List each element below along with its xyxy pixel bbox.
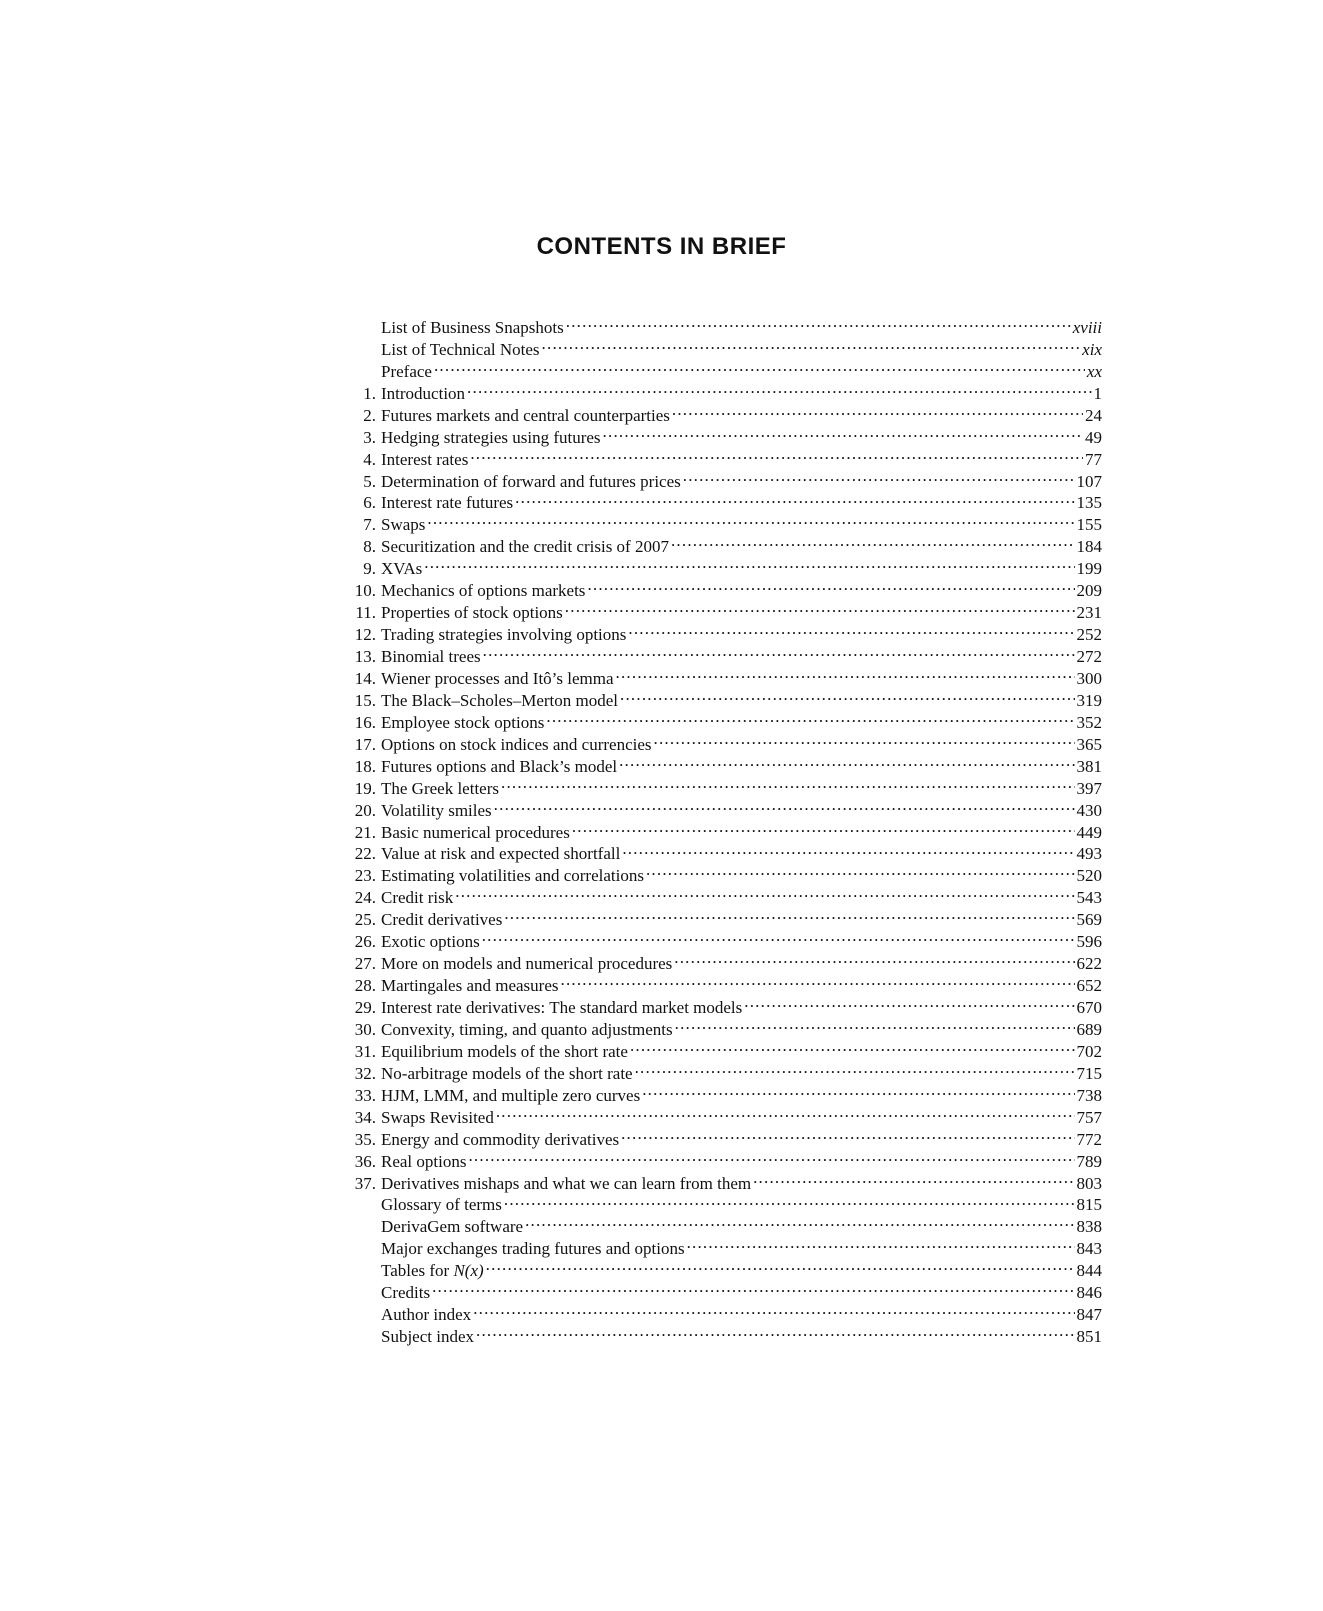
toc-entry-page: 49: [1085, 427, 1102, 447]
toc-entry-number: 18.: [354, 756, 376, 776]
toc-entry-title: Trading strategies involving options: [381, 625, 627, 645]
toc-entry-page: 715: [1076, 1063, 1102, 1083]
toc-entry-page: 520: [1076, 866, 1102, 886]
toc-entry-number: 29.: [354, 998, 376, 1017]
toc-entry[interactable]: [340, 881, 1102, 908]
toc-entry-title: XVAs: [381, 559, 423, 579]
toc-entry-title: Mechanics of options markets: [381, 581, 586, 601]
toc-entry-title: Hedging strategies using futures: [381, 427, 601, 447]
dot-leader: [468, 1145, 1074, 1167]
dot-leader: [654, 728, 1075, 750]
toc-entry-page: 596: [1076, 932, 1102, 952]
toc-entry-title: Volatility smiles: [381, 800, 492, 820]
toc-entry-title: Basic numerical procedures: [381, 822, 570, 842]
toc-entry-number: 16.: [354, 712, 376, 732]
dot-leader: [486, 1254, 1075, 1276]
toc-entry-title: Futures options and Black’s model: [381, 756, 618, 776]
toc-entry-number: 31.: [354, 1041, 376, 1061]
page-title: CONTENTS IN BRIEF: [536, 233, 787, 260]
toc-entry-page: 449: [1076, 822, 1102, 842]
toc-entry-title: Author index: [381, 1305, 472, 1325]
toc-entry-number: 20.: [354, 800, 376, 820]
toc-entry-number: 13.: [354, 647, 376, 666]
dot-leader: [561, 969, 1075, 991]
toc-entry-page: 319: [1076, 690, 1102, 710]
toc-entry-title: List of Business Snapshots: [381, 317, 564, 337]
toc-entry-title: No-arbitrage models of the short rate: [381, 1063, 633, 1083]
toc-entry-title: Interest rate futures: [381, 493, 514, 513]
toc-entry-title: Martingales and measures: [381, 976, 559, 996]
dot-leader: [546, 706, 1074, 728]
dot-leader: [628, 618, 1074, 640]
toc-entry-page: 199: [1076, 559, 1102, 579]
toc-entry-title: Subject index: [381, 1327, 475, 1347]
toc-entry-title: Interest rate derivatives: The standard market models: [381, 998, 743, 1017]
toc-entry-number: 30.: [354, 1019, 376, 1039]
toc-entry[interactable]: [340, 552, 1102, 579]
toc-entry-title: Swaps Revisited: [381, 1107, 494, 1127]
toc-entry-number: 3.: [363, 427, 376, 447]
dot-leader: [672, 399, 1083, 421]
toc-entry-title: The Black–Scholes–Merton model: [381, 690, 619, 710]
toc-entry[interactable]: [340, 530, 1102, 557]
toc-entry-page: 738: [1076, 1085, 1102, 1105]
toc-entry-title: Binomial trees: [381, 647, 481, 666]
toc-entry[interactable]: [340, 508, 1102, 535]
dot-leader: [467, 377, 1091, 399]
toc-entry-number: 22.: [354, 844, 376, 864]
toc-entry-number: 14.: [354, 668, 376, 688]
toc-entry-number: 17.: [354, 734, 376, 754]
toc-entry[interactable]: [340, 574, 1102, 601]
dot-leader: [496, 1101, 1075, 1123]
dot-leader: [587, 574, 1074, 596]
dot-leader: [630, 1035, 1075, 1057]
toc-entry-page: 493: [1076, 844, 1102, 864]
toc-entry-number: 21.: [354, 822, 376, 842]
toc-entry-title: Employee stock options: [381, 712, 545, 732]
toc-entry-page: 231: [1076, 603, 1102, 623]
dot-leader: [483, 640, 1075, 662]
toc-entry-number: 26.: [354, 932, 376, 952]
toc-entry-title: Credits: [381, 1283, 431, 1303]
toc-entry-title: Derivatives mishaps and what we can learn from them: [381, 1173, 752, 1193]
dot-leader: [671, 530, 1075, 552]
dot-leader: [482, 925, 1075, 947]
dot-leader: [501, 772, 1075, 794]
math-variable: N(x): [453, 1261, 484, 1281]
toc-entry-page: 851: [1076, 1327, 1102, 1347]
toc-entry-number: 7.: [363, 515, 376, 535]
toc-entry-page: 397: [1076, 778, 1102, 798]
dot-leader: [621, 1123, 1074, 1145]
toc-entry-title: Equilibrium models of the short rate: [381, 1041, 628, 1061]
toc-entry-title: The Greek letters: [381, 778, 499, 798]
toc-entry-page: 252: [1076, 625, 1102, 645]
toc-entry-number: 27.: [354, 954, 376, 974]
dot-leader: [427, 508, 1074, 530]
toc-entry-number: 25.: [354, 910, 376, 930]
dot-leader: [515, 487, 1074, 509]
toc-entry-title: Tables for N(x): [381, 1261, 484, 1281]
dot-leader: [455, 881, 1074, 903]
toc-entry-page: 843: [1076, 1239, 1102, 1259]
toc-entry-number: 6.: [363, 493, 376, 513]
dot-leader: [674, 947, 1074, 969]
toc-entry-page: 689: [1076, 1019, 1102, 1039]
dot-leader: [622, 838, 1074, 860]
toc-entry-number: 19.: [354, 778, 376, 798]
dot-leader: [572, 816, 1075, 838]
toc-entry-page: xviii: [1072, 317, 1102, 337]
toc-entry-page: 652: [1076, 976, 1102, 996]
toc-entry-page: 702: [1076, 1041, 1102, 1061]
toc-entry-page: 184: [1076, 537, 1102, 557]
toc-entry-title: Exotic options: [381, 932, 480, 952]
dot-leader: [635, 1057, 1075, 1079]
dot-leader: [687, 1232, 1075, 1254]
toc-entry-number: 28.: [354, 976, 376, 996]
toc-entry-page: 430: [1076, 800, 1102, 820]
dot-leader: [525, 1210, 1074, 1232]
toc-entry-page: 772: [1076, 1129, 1102, 1149]
dot-leader: [620, 684, 1074, 706]
dot-leader: [424, 552, 1074, 574]
toc-entry-page: 847: [1076, 1305, 1102, 1325]
toc-entry-page: 209: [1076, 581, 1102, 601]
toc-entry-number: 15.: [354, 690, 376, 710]
toc-entry-title: Major exchanges trading futures and options: [381, 1239, 685, 1259]
dot-leader: [470, 443, 1083, 465]
toc-entry-title: Interest rates: [381, 449, 469, 469]
toc-entry-title: Credit derivatives: [381, 910, 503, 930]
toc-entry-title: Determination of forward and futures prices: [381, 471, 681, 491]
toc-entry-title: DerivaGem software: [381, 1217, 524, 1237]
dot-leader: [494, 794, 1075, 816]
toc-entry-page: 844: [1076, 1261, 1102, 1281]
toc-entry-number: 10.: [354, 581, 376, 601]
toc-entry-title: Securitization and the credit crisis of 2007: [381, 537, 669, 557]
toc-entry-page: 365: [1076, 734, 1102, 754]
toc-entry-number: 34.: [354, 1107, 376, 1127]
toc-entry[interactable]: [340, 377, 1102, 403]
toc-entry-title: Swaps: [381, 515, 426, 535]
dot-leader: [565, 596, 1075, 618]
dot-leader: [683, 465, 1075, 487]
dot-leader: [504, 1189, 1075, 1211]
toc-entry[interactable]: [340, 311, 1102, 337]
toc-entry-number: 4.: [363, 449, 376, 469]
dot-leader: [646, 859, 1075, 881]
dot-leader: [542, 333, 1081, 355]
toc-entry-title: Credit risk: [381, 888, 454, 908]
toc-entry-number: 37.: [354, 1173, 376, 1193]
dot-leader: [434, 355, 1085, 377]
toc-entry-title: Estimating volatilities and correlations: [381, 866, 644, 886]
toc-entry-number: 36.: [354, 1151, 376, 1171]
toc-entry-page: 846: [1076, 1283, 1102, 1303]
toc-entry-page: 1: [1093, 383, 1102, 403]
toc-entry-title: Glossary of terms: [381, 1195, 502, 1215]
toc-entry-title: Value at risk and expected shortfall: [381, 844, 621, 864]
dot-leader: [619, 750, 1074, 772]
table-of-contents: [340, 311, 1102, 1347]
toc-entry-page: 135: [1076, 493, 1102, 513]
toc-entry-page: 24: [1085, 405, 1102, 425]
toc-entry-title: Options on stock indices and currencies: [381, 734, 652, 754]
toc-entry[interactable]: [340, 1276, 1102, 1303]
dot-leader: [566, 311, 1071, 333]
toc-entry-page: 155: [1076, 515, 1102, 535]
toc-entry[interactable]: [340, 903, 1102, 930]
toc-entry-page: xix: [1082, 339, 1102, 359]
toc-entry-page: 272: [1076, 647, 1102, 666]
dot-leader: [476, 1320, 1074, 1342]
toc-entry-title: Wiener processes and Itô’s lemma: [381, 668, 614, 688]
toc-entry-page: 815: [1076, 1195, 1102, 1215]
dot-leader: [675, 1013, 1075, 1035]
toc-entry-title: HJM, LMM, and multiple zero curves: [381, 1085, 641, 1105]
dot-leader: [616, 662, 1075, 684]
toc-entry-number: 1.: [363, 383, 376, 403]
toc-entry-page: 352: [1076, 712, 1102, 732]
toc-entry-title: Preface: [381, 361, 432, 381]
toc-entry-title: Convexity, timing, and quanto adjustments: [381, 1019, 673, 1039]
dot-leader: [473, 1298, 1074, 1320]
toc-entry-title: More on models and numerical procedures: [381, 954, 673, 974]
toc-entry-number: 33.: [354, 1085, 376, 1105]
toc-entry-page: 803: [1076, 1173, 1102, 1193]
toc-entry-number: 23.: [354, 866, 376, 886]
toc-entry-number: 32.: [354, 1063, 376, 1083]
toc-entry-title: Energy and commodity derivatives: [381, 1129, 620, 1149]
toc-entry-title: Properties of stock options: [381, 603, 563, 623]
toc-entry-page: 838: [1076, 1217, 1102, 1237]
toc-entry-page: 300: [1076, 668, 1102, 688]
toc-entry-page: 77: [1085, 449, 1102, 469]
dot-leader: [603, 421, 1083, 443]
toc-entry-page: 569: [1076, 910, 1102, 930]
toc-entry-title: Futures markets and central counterparties: [381, 405, 670, 425]
toc-entry-number: 12.: [354, 625, 376, 645]
toc-entry-number: 5.: [363, 471, 376, 491]
toc-entry[interactable]: [340, 1298, 1102, 1325]
dot-leader: [642, 1079, 1074, 1101]
dot-leader: [432, 1276, 1074, 1298]
toc-entry-page: 670: [1076, 998, 1102, 1017]
toc-entry[interactable]: [340, 355, 1102, 381]
dot-leader: [504, 903, 1074, 925]
toc-entry-number: 9.: [363, 559, 376, 579]
toc-entry-title: Real options: [381, 1151, 467, 1171]
toc-entry-number: 11.: [355, 603, 376, 623]
toc-entry-page: xx: [1086, 361, 1102, 381]
toc-entry-title: List of Technical Notes: [381, 339, 540, 359]
toc-entry-number: 35.: [354, 1129, 376, 1149]
toc-entry-page: 543: [1076, 888, 1102, 908]
toc-entry-page: 107: [1076, 471, 1102, 491]
toc-entry-page: 381: [1076, 756, 1102, 776]
dot-leader: [744, 991, 1074, 1013]
toc-entry-page: 622: [1076, 954, 1102, 974]
toc-entry-number: 8.: [363, 537, 376, 557]
toc-entry-page: 789: [1076, 1151, 1102, 1171]
dot-leader: [753, 1167, 1074, 1189]
toc-entry-title: Introduction: [381, 383, 466, 403]
toc-entry-page: 757: [1076, 1107, 1102, 1127]
toc-entry-number: 24.: [354, 888, 376, 908]
toc-entry-number: 2.: [363, 405, 376, 425]
